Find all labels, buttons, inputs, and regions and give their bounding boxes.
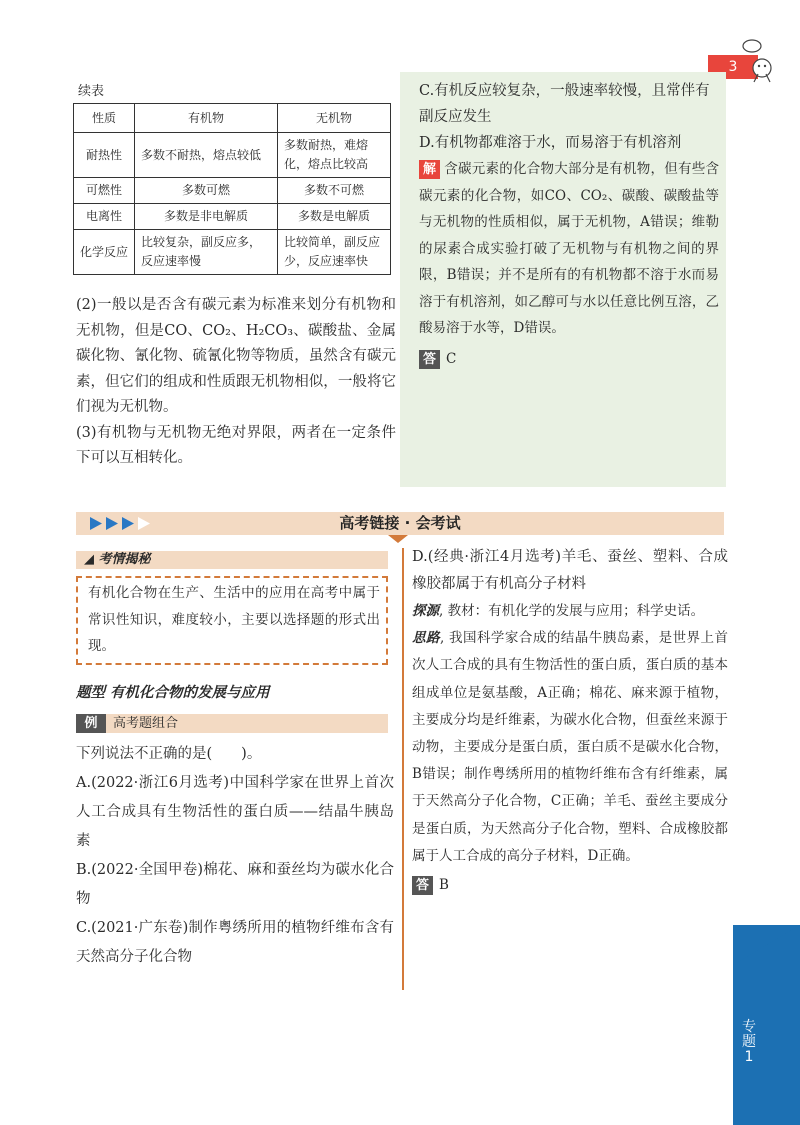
answer-value: B	[439, 877, 449, 894]
mascot-icon	[740, 38, 780, 84]
kaoqing-text: 有机化合物在生产、生活中的应用在高考中属于常识性知识，难度较小，主要以选择题的形式出现。	[88, 585, 380, 654]
explanation	[419, 156, 719, 342]
answer-line	[412, 872, 728, 899]
table-cell: 比较简单，副反应少，反应速率快	[278, 230, 391, 275]
banner-title: 高考链接 · 会考试	[339, 514, 461, 532]
table-header-row	[74, 104, 391, 133]
analysis-block	[412, 544, 728, 899]
table-row	[74, 133, 391, 178]
table-header-cell: 有机物	[135, 104, 278, 133]
comparison-table	[73, 103, 391, 275]
table-cell: 耐热性	[74, 133, 135, 178]
jie-tag: 解	[419, 160, 440, 179]
question-stem: 下列说法不正确的是( )。	[76, 746, 262, 762]
da-tag: 答	[412, 876, 433, 895]
question-block	[76, 740, 394, 972]
column-divider	[402, 548, 404, 990]
option-c: C.有机反应较复杂，一般速率较慢，且常伴有副反应发生	[419, 83, 710, 125]
note-paragraph: (3)有机物与无机物无绝对界限，两者在一定条件下可以互相转化。	[76, 424, 396, 466]
note-paragraph: (2)一般以是否含有碳元素为标准来划分有机物和无机物，但是CO、CO₂、H₂CO₃、碳酸盐、金属碳化物、氰化物、硫氰化物等物质，虽然含有碳元素，但它们的组成和性质跟无机物相似，一般将它们视为无机物。	[76, 297, 396, 415]
table-row	[74, 230, 391, 275]
table-caption: 续表	[78, 84, 105, 99]
answer-value: C	[446, 350, 457, 367]
table-cell: 多数不可燃	[278, 178, 391, 204]
kaoqing-label: ◢ 考情揭秘	[84, 552, 151, 567]
table-cell: 多数可燃	[135, 178, 278, 204]
table-cell: 多数不耐热，熔点较低	[135, 133, 278, 178]
table-header-cell: 无机物	[278, 104, 391, 133]
table-cell: 多数耐热，难熔化，熔点比较高	[278, 133, 391, 178]
option-d: D.有机物都难溶于水，而易溶于有机溶剂	[419, 135, 682, 151]
left-notes	[76, 293, 396, 472]
option-b: B.(2022·全国甲卷)棉花、麻和蚕丝均为碳水化合物	[76, 862, 394, 907]
question-type-title: 题型 有机化合物的发展与应用	[76, 685, 270, 701]
side-tab-label: 专题1	[742, 1019, 756, 1065]
table-cell: 多数是电解质	[278, 204, 391, 230]
table-cell: 多数是非电解质	[135, 204, 278, 230]
example-tag: 例	[76, 714, 106, 733]
table-cell: 电离性	[74, 204, 135, 230]
table-cell: 化学反应	[74, 230, 135, 275]
answer-line	[419, 346, 719, 373]
example-label: 高考题组合	[113, 716, 179, 731]
option-a: A.(2022·浙江6月选考)中国科学家在世界上首次人工合成具有生物活性的蛋白质——结晶牛胰岛素	[76, 775, 394, 849]
option-c: C.(2021·广东卷)制作粤绣所用的植物纤维布含有天然高分子化合物	[76, 920, 394, 965]
banner-pointer	[388, 535, 408, 543]
table-cell: 比较复杂，副反应多，反应速率慢	[135, 230, 278, 275]
page-number: 3	[708, 55, 758, 79]
answer-box	[400, 72, 726, 487]
table-row	[74, 204, 391, 230]
explanation-text: 含碳元素的化合物大部分是有机物，但有些含碳元素的化合物，如CO、CO₂、碳酸、碳酸盐等与无机物的性质相似，属于无机物，A错误；维勒的尿素合成实验打破了无机物与有机物之间的界限，B错误；并不是所有的有机物都不溶于水而易溶于有机溶剂，如乙醇可与水以任意比例互溶，乙酸易溶于水等，D错误。	[419, 161, 719, 336]
option-d: D.(经典·浙江4月选考)羊毛、蚕丝、塑料、合成橡胶都属于有机高分子材料	[412, 549, 728, 592]
da-tag: 答	[419, 350, 440, 369]
silu: 思路, 我国科学家合成的结晶牛胰岛素，是世界上首次人工合成的具有生物活性的蛋白质，蛋白质的基本组成单位是氨基酸，A正确；棉花、麻来源于植物，主要成分均是纤维素，为碳水化合物，但蚕丝来源于动物，主要成分是蛋白质，蛋白质不是碳水化合物，B错误；制作粤绣所用的植物纤维布含有纤维素，属于天然高分子化合物，C正确；羊毛、蚕丝主要成分是蛋白质，为天然高分子化合物，塑料、合成橡胶都属于人工合成的高分子材料，D正确。	[412, 630, 729, 864]
table-header-cell: 性质	[74, 104, 135, 133]
table-row	[74, 178, 391, 204]
tanyuan: 探源, 教材：有机化学的发展与应用；科学史话。	[412, 603, 705, 619]
table-cell: 可燃性	[74, 178, 135, 204]
